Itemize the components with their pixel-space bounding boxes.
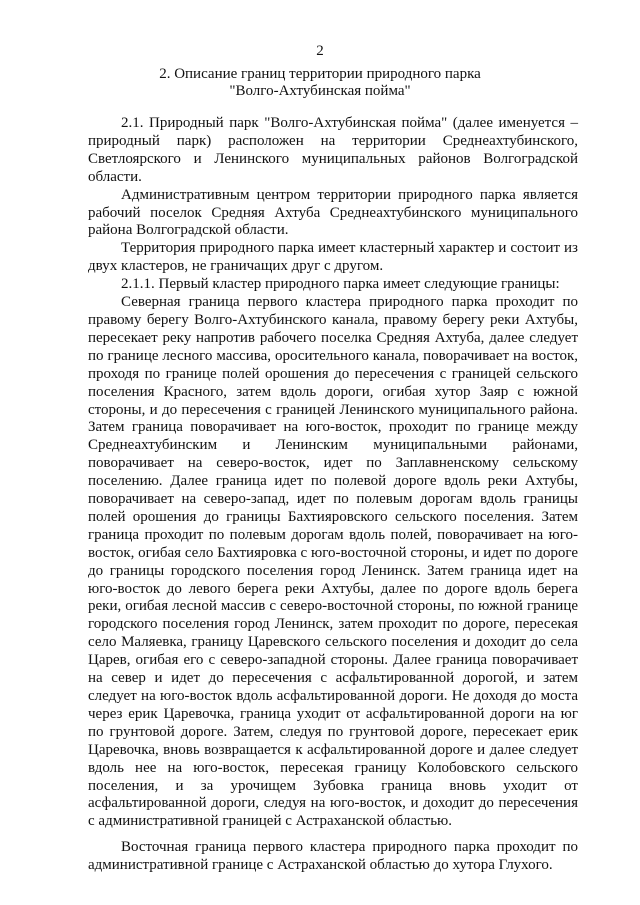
paragraph-2-1: 2.1. Природный парк "Волго-Ахтубинская пойма" (далее именуется – природный парк) расположен на территории Среднеахтубинского, Светлоярского и Ленинского муниципальных районов Волгоградской области.: [88, 115, 578, 185]
paragraph-north-boundary: Северная граница первого кластера природного парка проходит по правому берегу Волго-Ахтубинского канала, правому берегу реки Ахтубы, пересекает реку напротив рабочего поселка Средняя Ахтуба, далее следует по границе лесного массива, оросительного канала, поворачивает на восток, проходя по границе полей орошения до пересечения с границей сельского поселения Красного, затем вдоль дороги, огибая хутор Заяр с южной стороны, и до пересечения с границей Ленинского муниципального района. Затем граница поворачивает на юго-восток, проходит по границе между Среднеахтубинским и Ленинским муниципальными районами, поворачивает на северо-восток, идет по Заплавненскому сельскому поселению. Далее граница идет по полевой дороге вдоль реки Ахтубы, поворачивает на северо-запад, идет по полевым дорогам вдоль границы полей орошения до границы Бахтияровского сельского поселения. Затем граница проходит по полевым дорогам вдоль полей, поворачивает на юго-восток, огибая село Бахтияровка с юго-восточной стороны, и идет по дороге до границы городского поселения город Ленинск. Затем граница идет на юго-восток до левого берега реки Ахтубы, далее по дороге вдоль берега реки, огибая лесной массив с северо-восточной стороны, по южной границе городского поселения город Ленинск, затем проходит по дороге, пересекая село Маляевка, границу Царевского сельского поселения и доходит до села Царев, огибая его с северо-западной стороны. Далее граница поворачивает на север и идет до пересечения с асфальтированной дорогой, и затем следует на юго-восток вдоль асфальтированной дороги. Не доходя до моста через ерик Царевочка, граница уходит от асфальтированной дороги на юг по грунтовой дороге. Затем, следуя по грунтовой дороге, пересекает ерик Царевочка, вновь возвращается к асфальтированной дороге и далее следует вдоль нее на юго-восток, пересекая границу Колобовского сельского поселения, и за урочищем Зубовка граница вновь уходит от асфальтированной дороги, следуя на юго-восток, и доходит до пересечения с административной границей с Астраханской областью.: [88, 294, 578, 830]
section-title: [90, 66, 550, 100]
section-title-line-2: "Волго-Ахтубинская пойма": [229, 83, 411, 99]
paragraph-cluster-structure: Территория природного парка имеет кластерный характер и состоит из двух кластеров, не граничащих друг с другом.: [88, 240, 578, 275]
paragraph-east-boundary: Восточная граница первого кластера природного парка проходит по административной границе с Астраханской областью до хутора Глухого.: [88, 839, 578, 874]
document-body: [88, 115, 578, 875]
paragraph-2-1-1: 2.1.1. Первый кластер природного парка имеет следующие границы:: [121, 276, 560, 293]
paragraph-admin-center: Административным центром территории природного парка является рабочий поселок Средняя Ахтуба Среднеахтубинского муниципального района Волгоградской области.: [88, 186, 578, 239]
section-title-line-1: 2. Описание границ территории природного парка: [159, 66, 481, 82]
page-number: 2: [316, 43, 324, 59]
